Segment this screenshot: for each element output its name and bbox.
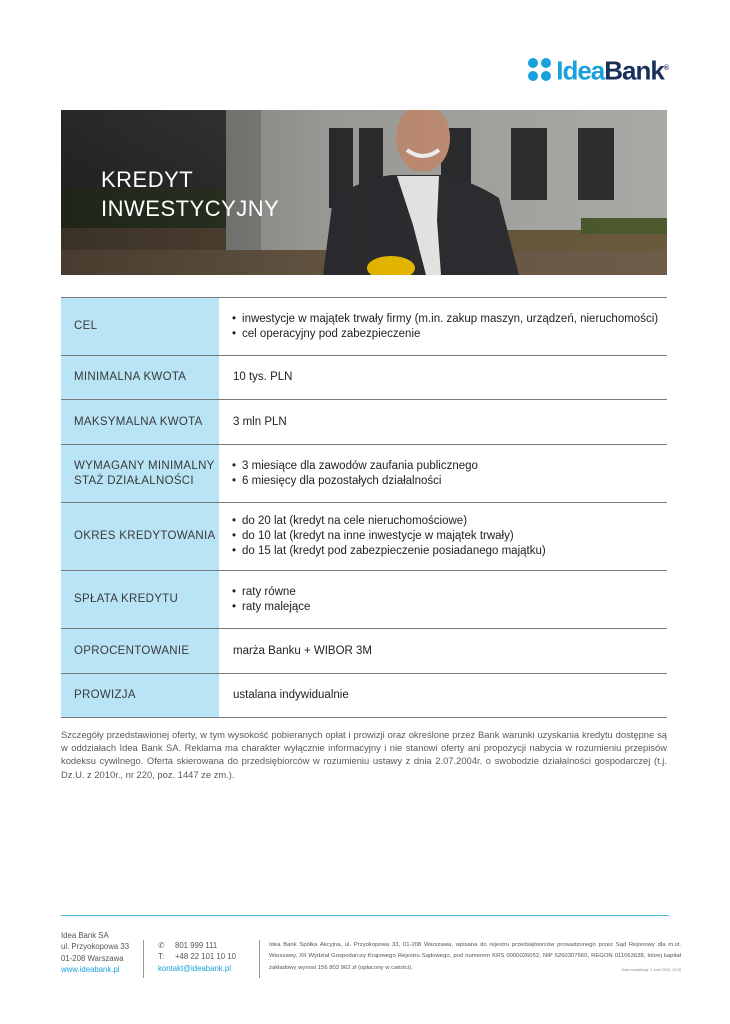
disclaimer-text: Szczegóły przedstawionej oferty, w tym wysokość pobieranych opłat i prowizji oraz określone przez Bank warunki uzyskania kredytu dostępne są w oddziałach Idea Bank SA. Reklama ma charakter wyłącznie informacyjny i nie stanowi oferty ani propozycji nabycia w rozumieniu przepisów kodeksu cywilnego. Oferta skierowana do przedsiębiorców w rozumieniu ustawy z dnia 2.07.2004r. o swobodzie działalności gospodarczej (t.j. Dz.U. z 2010r., nr 220, poz. 1447 ze zm.). (61, 729, 667, 780)
footer-company: Idea Bank SA (61, 931, 109, 940)
footer-modification-date: Data modyfikacji: 2 June 2015, 15:35 (621, 968, 681, 972)
table-row-oprocentowanie (61, 629, 667, 674)
row-value: ustalana indywidualnie (233, 689, 349, 701)
logo-dots-icon (528, 58, 551, 81)
footer-tel: +48 22 101 10 10 (175, 952, 236, 962)
logo-registered-mark: ® (663, 65, 668, 72)
table-row-okres (61, 503, 667, 571)
row-label: PROWIZJA (61, 674, 219, 717)
footer-email-link[interactable]: kontakt@ideabank.pl (158, 963, 231, 973)
row-label: OPROCENTOWANIE (61, 629, 219, 673)
hero-banner (61, 110, 667, 275)
row-label: CEL (61, 298, 219, 355)
row-label: MAKSYMALNA KWOTA (61, 400, 219, 444)
list-item: • raty równe (233, 585, 667, 600)
row-value: 3 mln PLN (233, 415, 287, 428)
table-row-splata (61, 571, 667, 629)
footer-legal (259, 940, 681, 978)
table-row-maksymalna-kwota (61, 400, 667, 445)
row-label: SPŁATA KREDYTU (61, 571, 219, 628)
idea-bank-logo (528, 56, 668, 84)
tel-label: T: (158, 952, 165, 962)
row-value: marża Banku + WIBOR 3M (233, 644, 372, 657)
offer-table (61, 297, 667, 718)
table-row-prowizja (61, 674, 667, 718)
list-item: • do 20 lat (kredyt na cele nieruchomościowe) (233, 514, 667, 529)
list-item: • cel operacyjny pod zabezpieczenie (233, 327, 667, 342)
footer-city: 01-208 Warszawa (61, 953, 124, 963)
title-line-1: KREDYT (101, 167, 194, 192)
row-label-line-1: WYMAGANY MINIMALNY (74, 459, 215, 472)
row-label: MINIMALNA KWOTA (61, 356, 219, 399)
list-item: • 6 miesięcy dla pozostałych działalności (233, 474, 667, 489)
footer-street: ul. Przyokopowa 33 (61, 942, 130, 952)
logo-text-bank: Bank (604, 55, 664, 86)
table-row-staz (61, 445, 667, 503)
row-value (219, 571, 667, 628)
page-title (101, 165, 279, 223)
footer-divider (61, 915, 669, 916)
list-item: • 3 miesiące dla zawodów zaufania publicznego (233, 459, 667, 474)
footer-legal-text: Idea Bank Spółka Akcyjna, ul. Przyokopowa 33, 01-208 Warszawa, wpisana do rejestru przedsiębiorców prowadzonego przez Sąd Rejonowy dla m.st. Warszawy, XII Wydział Gospodarczy Krajowego Rejestru Sądowego, pod numerem KRS 0000026052, NIP 5260307560, REGON 011063638, której kapitał zakładowy wynosi 156 803 962 zł (opłacony w całości). (269, 942, 681, 971)
table-row-cel (61, 298, 667, 356)
row-label-line-2: STAŻ DZIAŁALNOŚCI (74, 474, 194, 487)
row-value (219, 503, 667, 570)
phone-icon: ✆ (158, 941, 165, 950)
list-item: • inwestycje w majątek trwały firmy (m.in. zakup maszyn, urządzeń, nieruchomości) (233, 312, 667, 327)
footer-website-link[interactable]: www.ideabank.pl (61, 964, 120, 974)
footer-hotline: 801 999 111 (175, 941, 218, 950)
row-label: OKRES KREDYTOWANIA (61, 503, 219, 570)
row-value (219, 445, 667, 502)
row-label (61, 445, 219, 502)
row-value: 10 tys. PLN (233, 371, 293, 383)
row-value (219, 298, 667, 355)
logo-text-idea: Idea (556, 55, 605, 86)
list-item: • do 10 lat (kredyt na inne inwestycje w majątek trwały) (233, 529, 667, 544)
title-line-2: INWESTYCYJNY (101, 196, 280, 221)
footer-contact (143, 940, 258, 978)
footer-address (61, 930, 141, 975)
list-item: • raty malejące (233, 600, 667, 615)
list-item: • do 15 lat (kredyt pod zabezpieczenie posiadanego majątku) (233, 544, 667, 559)
table-row-minimalna-kwota (61, 356, 667, 400)
